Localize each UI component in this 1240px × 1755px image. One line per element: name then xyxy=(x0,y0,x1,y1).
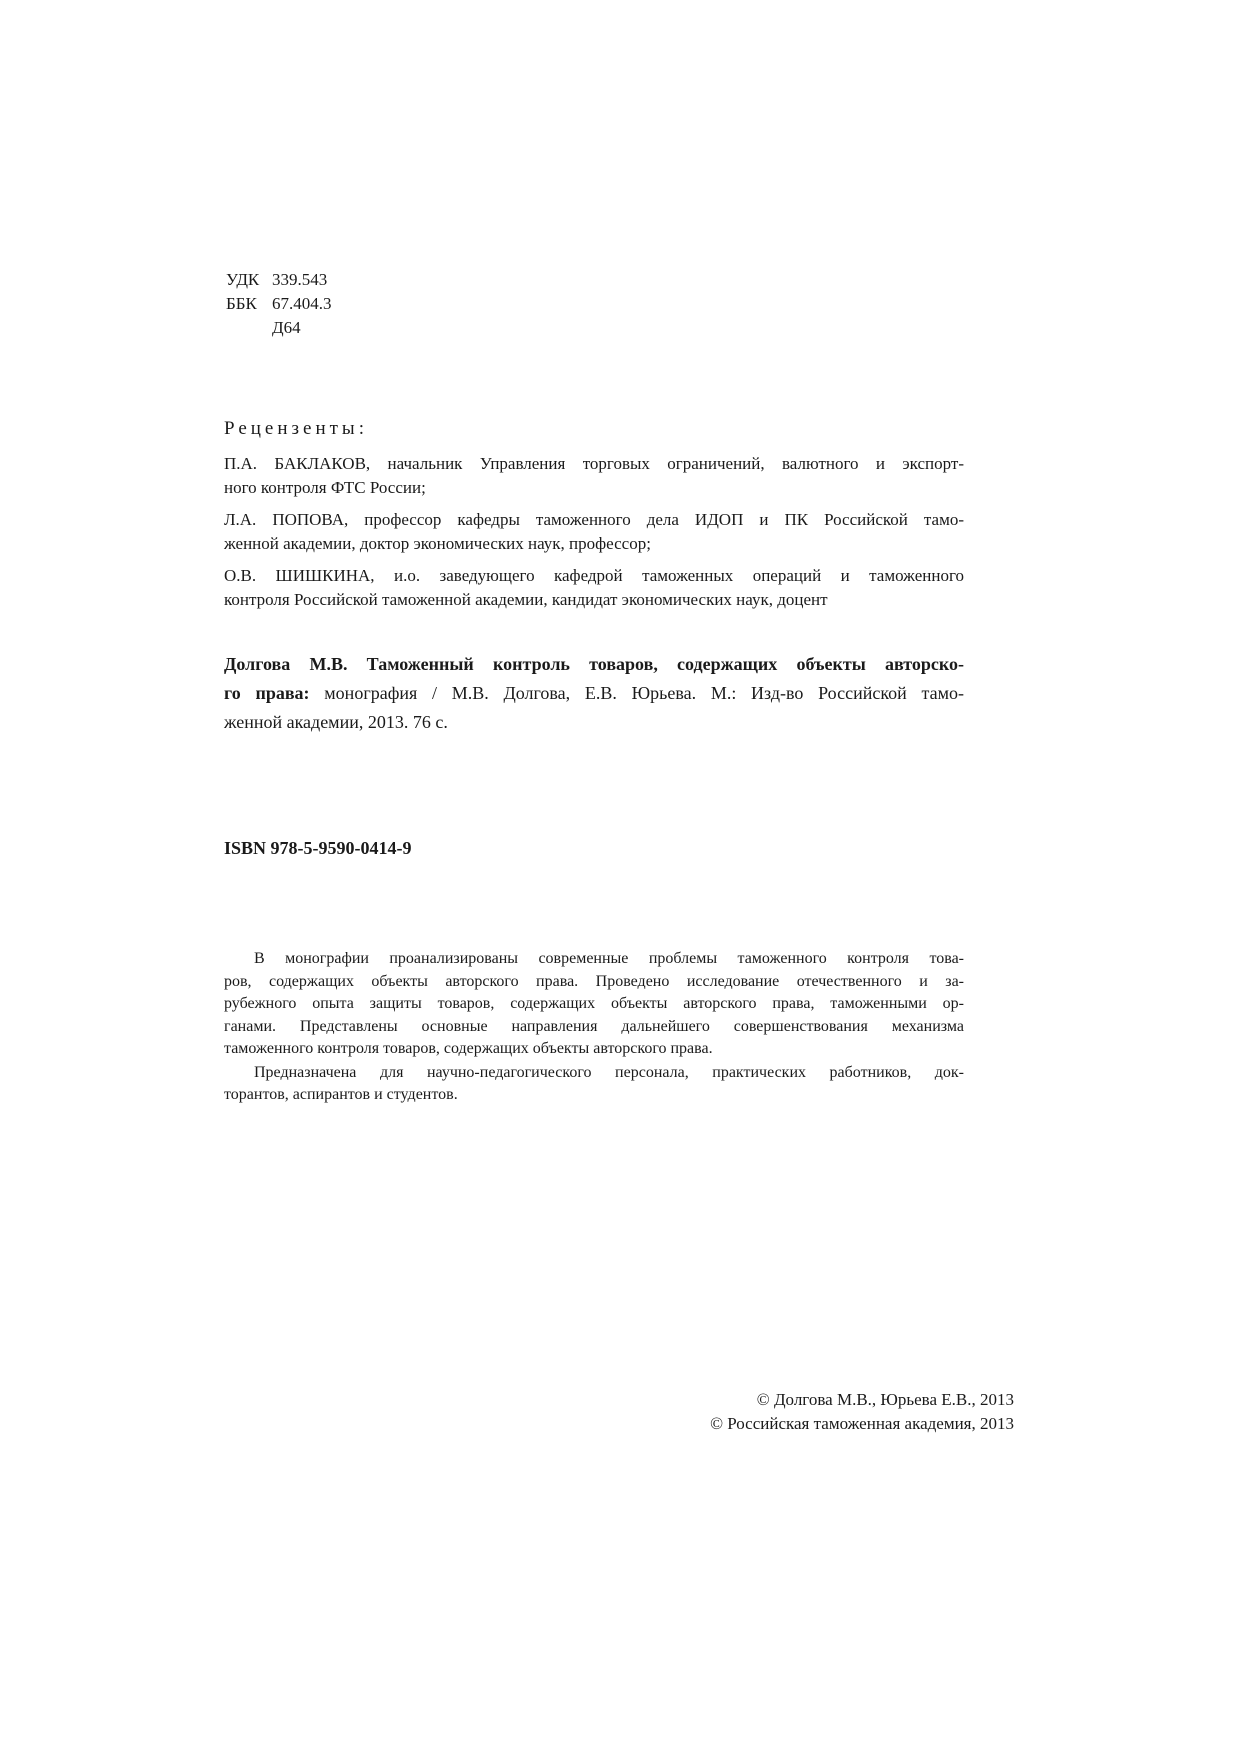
reviewer-entry xyxy=(224,508,964,556)
isbn: ISBN 978-5-9590-0414-9 xyxy=(224,838,412,858)
bbk-row xyxy=(226,292,332,316)
annotation-line: Предназначена для научно-педагогического персонала, практических работников, док- xyxy=(254,1063,964,1081)
udk-label: УДК xyxy=(226,270,260,289)
biblio-title-end: го права: xyxy=(224,683,310,703)
annotation-paragraph xyxy=(224,1062,964,1107)
copyright-line: © Долгова М.В., Юрьева Е.В., 2013 xyxy=(756,1390,1014,1409)
biblio-title-part: Долгова М.В. Таможенный контроль товаров, содержащих объекты авторско- xyxy=(224,654,964,674)
copyright-line: © Российская таможенная академия, 2013 xyxy=(710,1414,1014,1433)
annotation xyxy=(224,948,964,1108)
bibliographic-description xyxy=(224,650,964,737)
reviewer-line: О.В. ШИШКИНА, и.о. заведующего кафедрой таможенных операций и таможенного xyxy=(224,566,964,585)
reviewer-line: ного контроля ФТС России; xyxy=(224,478,426,497)
annotation-line: таможенного контроля товаров, содержащих объекты авторского права. xyxy=(224,1040,713,1057)
udk-row xyxy=(226,268,332,292)
biblio-line xyxy=(224,650,964,679)
classification-block xyxy=(226,268,332,340)
annotation-line: торантов, аспирантов и студентов. xyxy=(224,1086,458,1103)
annotation-line: рубежного опыта защиты товаров, содержащих объекты авторского права, таможенными ор- xyxy=(224,995,964,1012)
biblio-details: монография / М.В. Долгова, Е.В. Юрьева. М.: Изд-во Российской тамо- xyxy=(309,683,964,703)
reviewers-list xyxy=(224,452,964,620)
author-mark: Д64 xyxy=(272,318,301,337)
annotation-line: ров, содержащих объекты авторского права. Проведено исследование отечественного и за- xyxy=(224,972,964,990)
annotation-line: ганами. Представлены основные направления дальнейшего совершенствования механизма xyxy=(224,1017,964,1035)
reviewers-heading: Рецензенты: xyxy=(224,418,368,439)
reviewer-line: женной академии, доктор экономических наук, профессор; xyxy=(224,534,651,553)
bbk-label: ББК xyxy=(226,294,257,313)
reviewer-line: контроля Российской таможенной академии, кандидат экономических наук, доцент xyxy=(224,590,828,609)
biblio-line xyxy=(224,679,964,708)
copyright-block xyxy=(710,1388,1014,1436)
reviewer-entry xyxy=(224,452,964,500)
annotation-line: В монографии проанализированы современные проблемы таможенного контроля това- xyxy=(254,950,964,967)
biblio-line: женной академии, 2013. 76 с. xyxy=(224,712,448,732)
reviewer-line: П.А. БАКЛАКОВ, начальник Управления торговых ограничений, валютного и экспорт- xyxy=(224,454,964,473)
reviewer-entry xyxy=(224,564,964,612)
reviewer-line: Л.А. ПОПОВА, профессор кафедры таможенного дела ИДОП и ПК Российской тамо- xyxy=(224,510,964,529)
annotation-paragraph xyxy=(224,948,964,1061)
udk-value: 339.543 xyxy=(272,270,328,289)
bbk-value: 67.404.3 xyxy=(272,294,332,313)
author-mark-row xyxy=(226,316,332,340)
